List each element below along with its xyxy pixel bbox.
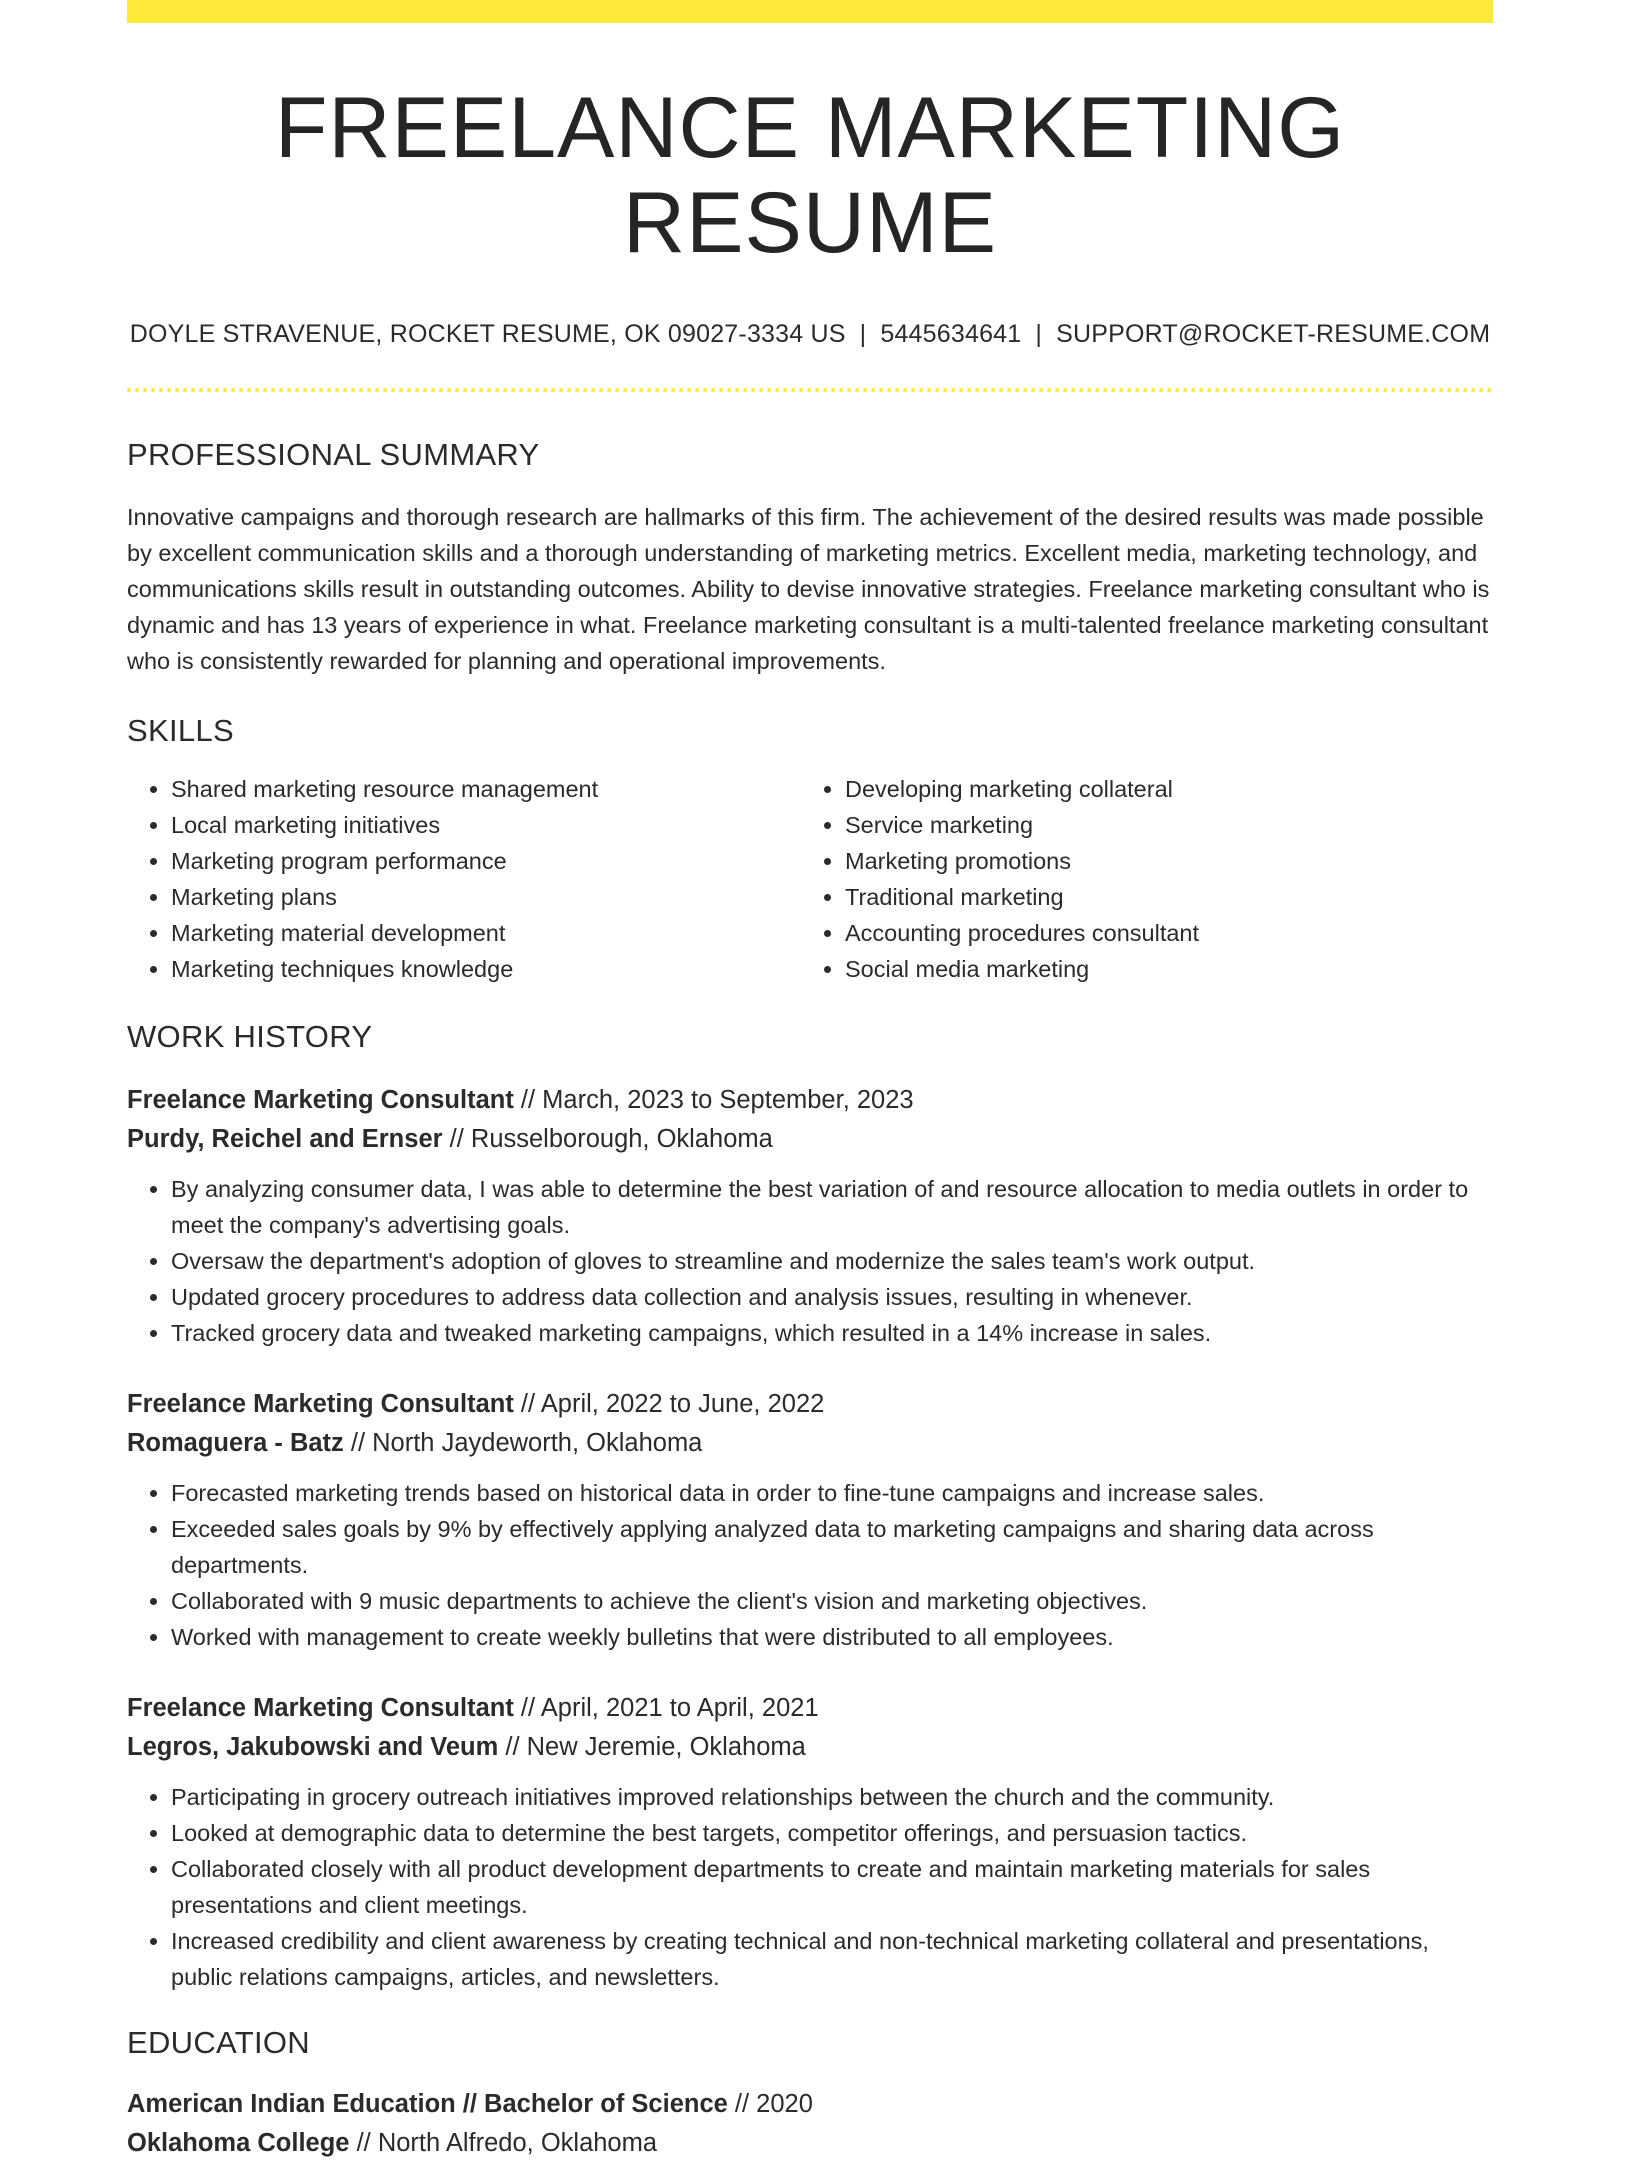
skills-list [127,771,1493,987]
dotted-divider [127,388,1493,392]
job-dates: // April, 2021 to April, 2021 [513,1694,819,1723]
skill-item: • Social media marketing [845,951,1475,987]
education-school: Oklahoma College [127,2129,350,2158]
resume-page [127,0,1493,2163]
job-bullet: • Oversaw the department's adoption of gloves to streamline and modernize the sales team's work output. [171,1243,1493,1279]
job-company: Legros, Jakubowski and Veum [127,1733,499,1762]
skills-heading: SKILLS [127,713,234,749]
education-year: // 2020 [727,2090,813,2119]
skill-item: • Developing marketing collateral [845,771,1475,807]
job-entry [127,1689,1493,1995]
skill-item: • Marketing promotions [845,843,1475,879]
job-bullet: • Tracked grocery data and tweaked marketing campaigns, which resulted in a 14% increase in sales. [171,1315,1493,1351]
job-title: Freelance Marketing Consultant [127,1086,514,1115]
contact-separator: | [1035,320,1043,349]
job-bullet: • Participating in grocery outreach initiatives improved relationships between the church and the community. [171,1779,1493,1815]
education-entry [127,2085,1493,2163]
job-bullet: • Worked with management to create weekly bulletins that were distributed to all employees. [171,1619,1493,1655]
job-dates: // April, 2022 to June, 2022 [513,1390,825,1419]
job-company-line [127,1120,1493,1159]
job-bullet: • Increased credibility and client awareness by creating technical and non-technical marketing collateral and presentations, public relations campaigns, articles, and newsletters. [171,1923,1493,1995]
skills-column-left [127,771,801,987]
job-bullets [127,1475,1493,1655]
contact-separator: | [859,320,867,349]
education-location: // North Alfredo, Oklahoma [349,2129,658,2158]
contact-email: SUPPORT@ROCKET-RESUME.COM [1056,320,1491,349]
job-bullet: • Exceeded sales goals by 9% by effectively applying analyzed data to marketing campaigns and sharing data across departments. [171,1511,1493,1583]
summary-text: Innovative campaigns and thorough research are hallmarks of this firm. The achievement of the desired results was made possible by excellent communication skills and a thorough understanding of marketing metrics. Excellent media, marketing technology, and communications skills result in outstanding outcomes. Ability to devise innovative strategies. Freelance marketing consultant who is dynamic and has 13 years of experience in what. Freelance marketing consultant is a multi-talented freelance marketing consultant who is consistently rewarded for planning and operational improvements. [127,504,1490,675]
job-bullet: • Looked at demographic data to determine the best targets, competitor offerings, and persuasion tactics. [171,1815,1493,1851]
education-degree: American Indian Education // Bachelor of Science [127,2090,728,2119]
job-bullet: • Collaborated closely with all product development departments to create and maintain marketing materials for sales presentations and client meetings. [171,1851,1493,1923]
contact-line [127,320,1493,349]
job-bullets [127,1779,1493,1995]
job-company: Purdy, Reichel and Ernser [127,1125,443,1154]
contact-address: DOYLE STRAVENUE, ROCKET RESUME, OK 09027-3334 US [129,320,846,349]
job-title-line [127,1689,1493,1728]
resume-title: FREELANCE MARKETING RESUME [274,80,1346,271]
job-title: Freelance Marketing Consultant [127,1390,514,1419]
education-school-line [127,2124,1493,2163]
job-company-line [127,1424,1493,1463]
summary-heading: PROFESSIONAL SUMMARY [127,437,540,473]
skills-column-right [801,771,1475,987]
job-entry [127,1385,1493,1655]
education-heading: EDUCATION [127,2025,310,2061]
job-bullet: • Collaborated with 9 music departments to achieve the client's vision and marketing objectives. [171,1583,1493,1619]
skill-item: • Service marketing [845,807,1475,843]
skill-item: • Marketing program performance [171,843,801,879]
skill-item: • Marketing material development [171,915,801,951]
skill-item: • Marketing plans [171,879,801,915]
job-bullets [127,1171,1493,1351]
job-company-line [127,1728,1493,1767]
work-history-heading: WORK HISTORY [127,1019,373,1055]
job-bullet: • By analyzing consumer data, I was able to determine the best variation of and resource allocation to media outlets in order to meet the company's advertising goals. [171,1171,1493,1243]
job-title-line [127,1081,1493,1120]
job-company: Romaguera - Batz [127,1429,344,1458]
job-dates: // March, 2023 to September, 2023 [513,1086,914,1115]
accent-top-bar [127,0,1493,23]
contact-phone: 5445634641 [880,320,1022,349]
skill-item: • Marketing techniques knowledge [171,951,801,987]
skill-item: • Shared marketing resource management [171,771,801,807]
job-location: // New Jeremie, Oklahoma [498,1733,806,1762]
job-location: // Russelborough, Oklahoma [442,1125,773,1154]
skill-item: • Accounting procedures consultant [845,915,1475,951]
skill-item: • Local marketing initiatives [171,807,801,843]
job-location: // North Jaydeworth, Oklahoma [343,1429,703,1458]
job-bullet: • Forecasted marketing trends based on historical data in order to fine-tune campaigns and increase sales. [171,1475,1493,1511]
skill-item: • Traditional marketing [845,879,1475,915]
job-title-line [127,1385,1493,1424]
job-entry [127,1081,1493,1351]
education-degree-line [127,2085,1493,2124]
job-title: Freelance Marketing Consultant [127,1694,514,1723]
job-bullet: • Updated grocery procedures to address data collection and analysis issues, resulting in whenever. [171,1279,1493,1315]
